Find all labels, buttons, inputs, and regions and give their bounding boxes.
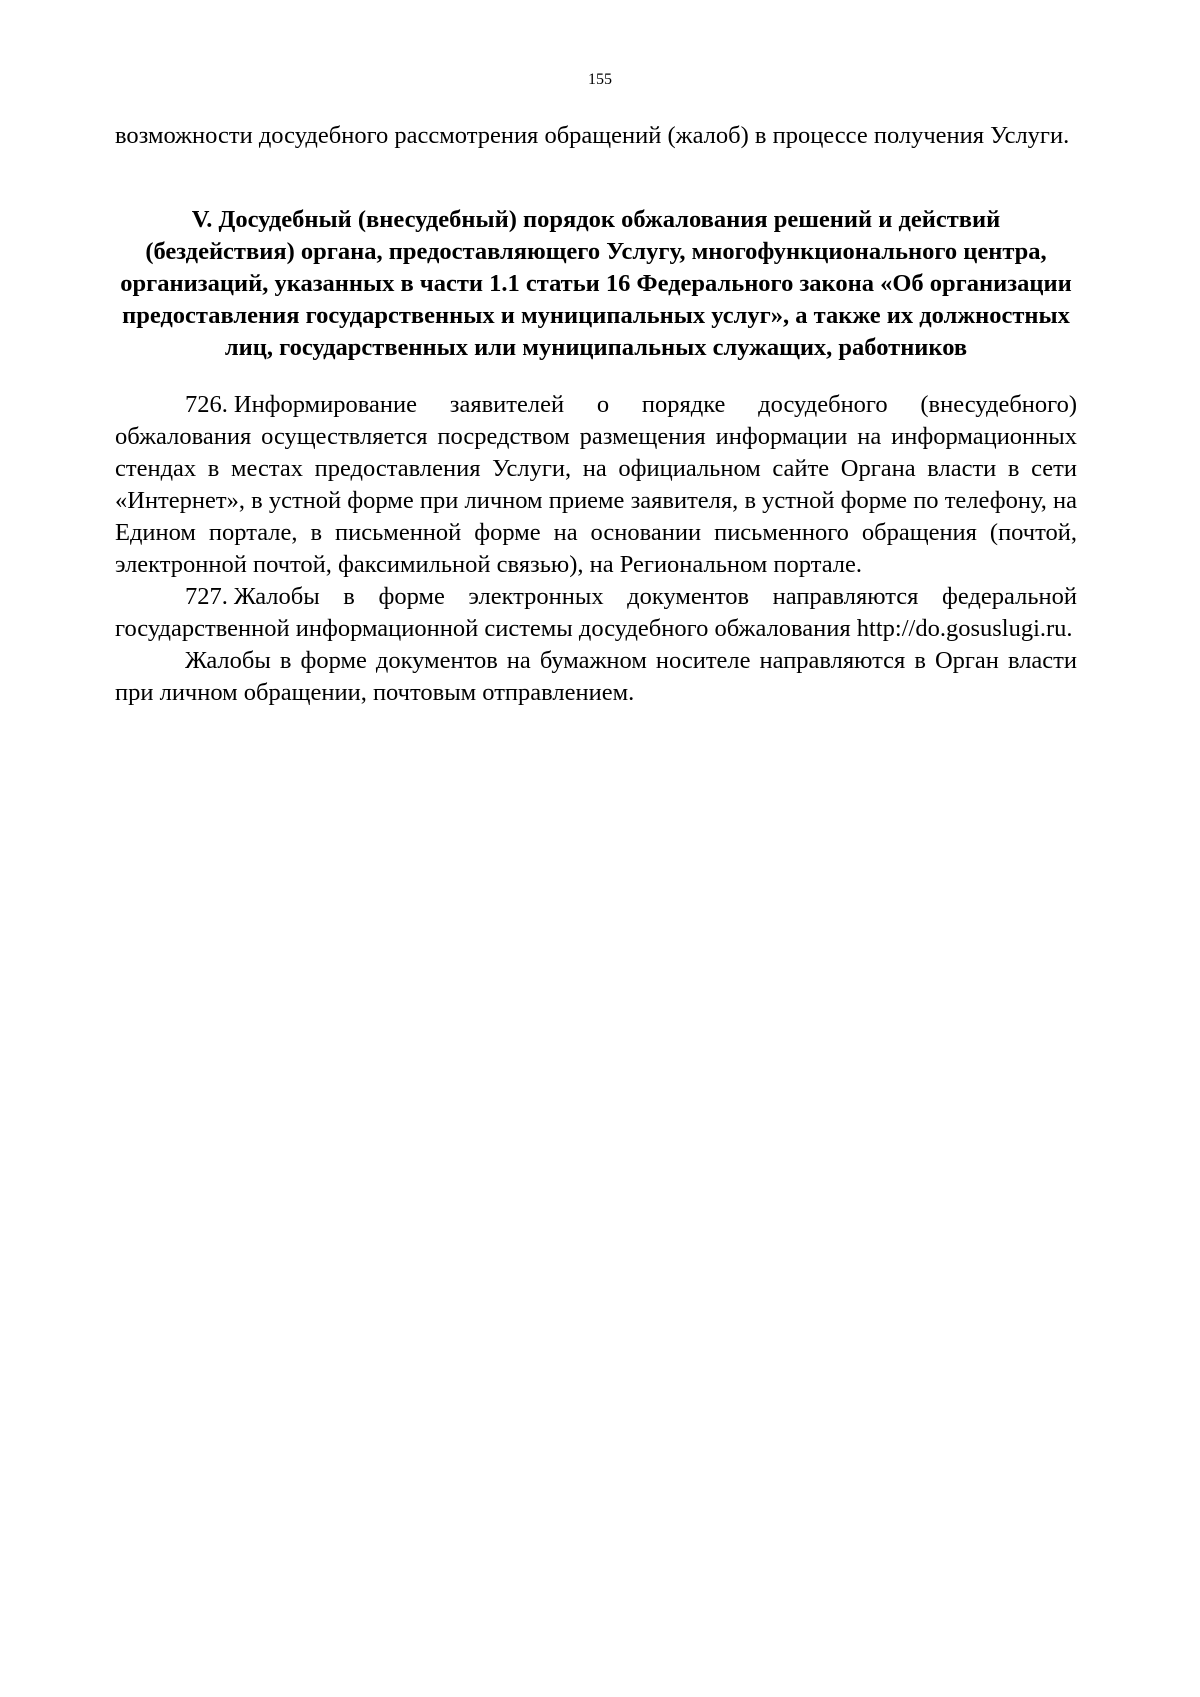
paragraph-726 (115, 389, 1077, 581)
paragraph-text: Жалобы в форме документов на бумажном носителе направляются в Орган власти при личном обращении, почтовым отправлением. (115, 647, 1077, 706)
intro-paragraph: возможности досудебного рассмотрения обращений (жалоб) в процессе получения Услуги. (115, 122, 1070, 149)
paragraph-number: 726. (185, 391, 228, 418)
paragraph-text: Информирование заявителей о порядке досудебного (внесудебного) обжалования осуществляется посредством размещения информации на информационных стендах в местах предоставления Услуги, на официальном сайте Органа власти в сети «Интернет», в устной форме при личном приеме заявителя, в устной форме по телефону, на Едином портале, в письменной форме на основании письменного обращения (почтой, электронной почтой, факсимильной связью), на Региональном портале. (115, 391, 1077, 578)
page-number: 155 (588, 71, 612, 88)
paragraph-text: Жалобы в форме электронных документов направляются федеральной государственной информационной системы досудебного обжалования http://do.gosuslugi.ru. (115, 583, 1077, 642)
document-body (115, 120, 1077, 709)
section-heading: V. Досудебный (внесудебный) порядок обжалования решений и действий (бездействия) органа, предоставляющего Услугу, многофункционального центра, организаций, указанных в части 1.1 статьи 16 Федерального закона «Об организации предоставления государственных и муниципальных услуг», а также их должностных лиц, государственных или муниципальных служащих, работников (120, 206, 1072, 361)
paragraph-paper-complaints (115, 645, 1077, 709)
paragraph-number: 727. (185, 583, 228, 610)
paragraph-727 (115, 581, 1077, 645)
